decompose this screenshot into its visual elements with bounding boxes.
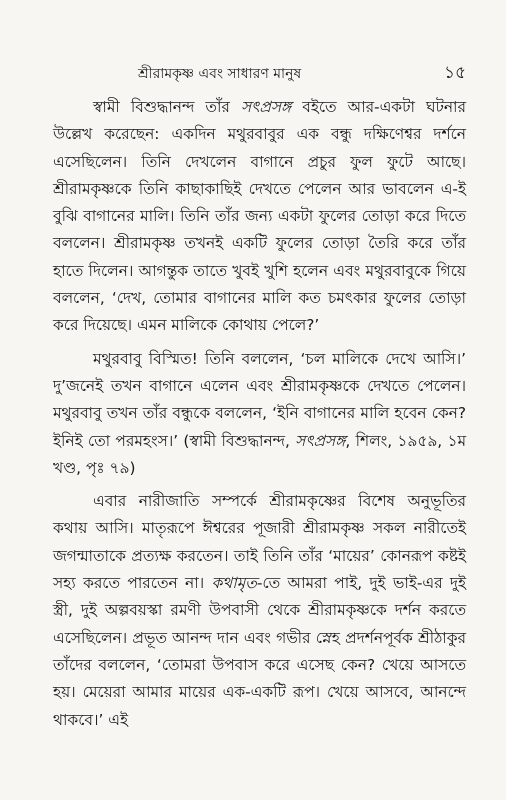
paragraph-3 (53, 488, 466, 734)
page-number: ১৫ (443, 63, 466, 83)
paragraph-2 (53, 346, 466, 482)
text-segment: , শিলং, ১৯৫৯, ১ম খণ্ড, পৃঃ ৭৯) (53, 431, 467, 477)
paragraph-1 (53, 94, 466, 340)
body-text (53, 94, 466, 734)
book-title-italic: কথামৃত (211, 574, 257, 593)
text-segment: মথুরবাবু বিস্মিত! তিনি বললেন, ‘চল মালিকে দেখে আসি।’ দু’জনেই তখন বাগানে এলেন এবং শ্রীরামকৃষ্ণকে দেখতে পেলেন। মথুরবাবু তখন তাঁর বন্ধুকে বললেন, ‘ইনি বাগানের মালি হবেন কেন? ইনিই তো পরমহংস।’ (স্বামী বিশুদ্ধানন্দ, (53, 349, 466, 450)
book-title-italic: সৎপ্রসঙ্গ (295, 431, 346, 450)
book-title-italic: সৎপ্রসঙ্গ (240, 98, 292, 116)
text-segment: স্বামী বিশুদ্ধানন্দ তাঁর (93, 98, 241, 116)
text-segment: এবার নারীজাতি সম্পর্কে শ্রীরামকৃষ্ণের বিশেষ অনুভূতির কথায় আসি। মাতৃরূপে ঈশ্বরের পূজারী শ্রীরামকৃষ্ণ সকল নারীতেই জগন্মাতাকে প্রত্যক্ষ করতেন। তাই তিনি তাঁর ‘মায়ের’ কোনরূপ কষ্টই সহ্য করতে পারতেন না। (53, 492, 466, 593)
text-segment: -তে আমরা পাই, দুই ভাই-এর দুই স্ত্রী, দুই অল্পবয়স্কা রমণী উপবাসী থেকে শ্রীরামকৃষ্ণকে দর্শন করতে এসেছিলেন। প্রভূত আনন্দ দান এবং গভীর স্নেহ প্রদর্শনপূর্বক শ্রীঠাকুর তাঁদের বললেন, ‘তোমরা উপবাস করে এসেছ কেন? খেয়ে আসতে হয়। মেয়েরা আমার মায়ের এক-একটি রূপ। খেয়ে আসবে, আনন্দে থাকবে।’ এই (53, 574, 466, 729)
text-segment: বইতে আর-একটা ঘটনার উল্লেখ করেছেন: একদিন মথুরবাবুর এক বন্ধু দক্ষিণেশ্বর দর্শনে এসেছিলেন। তিনি দেখলেন বাগানে প্রচুর ফুল ফুটে আছে। শ্রীরামকৃষ্ণকে তিনি কাছাকাছিই দেখতে পেলেন আর ভাবলেন এ-ই বুঝি বাগানের মালি। তিনি তাঁর জন্য একটা ফুলের তোড়া করে দিতে বললেন। শ্রীরামকৃষ্ণ তখনই একটি ফুলের তোড়া তৈরি করে তাঁর হাতে দিলেন। আগন্তুক তাতে খুবই খুশি হলেন এবং মথুরবাবুকে গিয়ে বললেন, ‘দেখ, তোমার বাগানের মালি কত চমৎকার ফুলের তোড়া করে দিয়েছে। এমন মালিকে কোথায় পেলে?’ (53, 98, 466, 335)
running-head-title: শ্রীরামকৃষ্ণ এবং সাধারণ মানুষ (138, 66, 302, 82)
running-head (138, 60, 466, 88)
